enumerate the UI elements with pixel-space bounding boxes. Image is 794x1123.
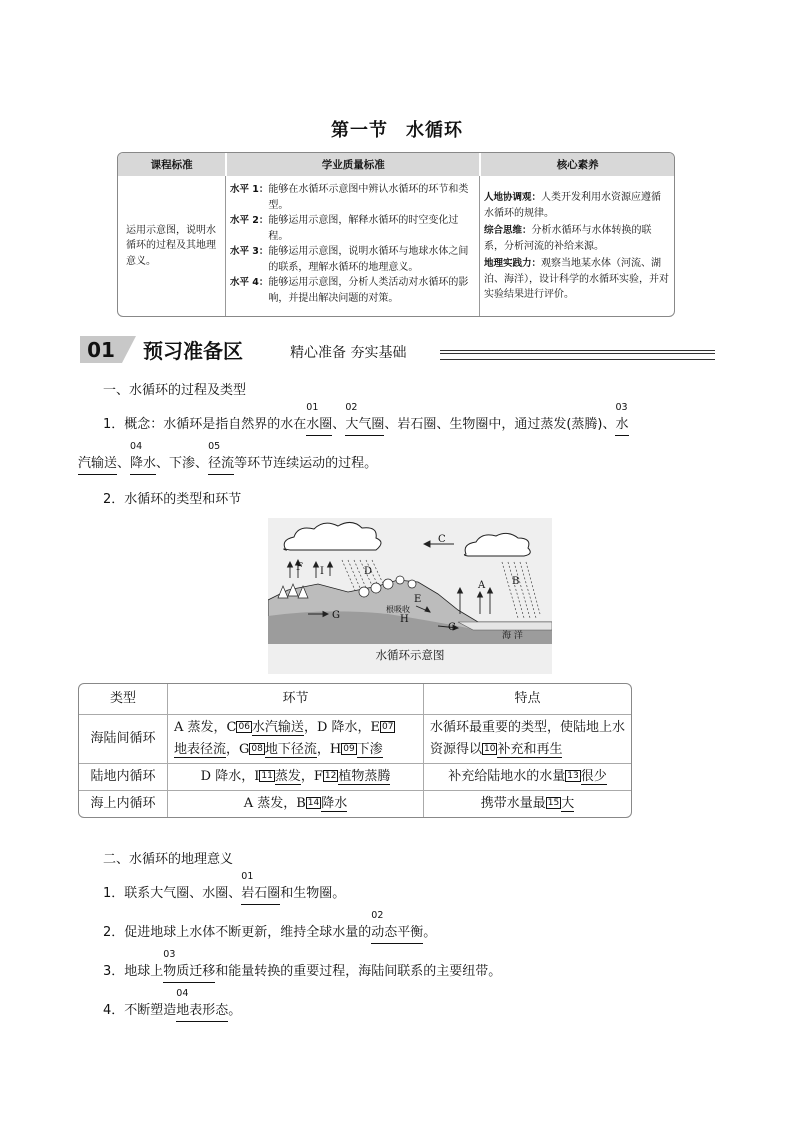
- quality-level: 水平 4： 能够运用示意图，分析人类活动对水循环的影响，并提出解决问题的对策。: [230, 277, 469, 304]
- course-standard-cell: 运用示意图，说明水循环的过程及其地理意义。: [118, 176, 226, 316]
- section-banner: [80, 333, 640, 365]
- label-f: F: [296, 562, 303, 573]
- header-course-standard: 课程标准: [118, 153, 227, 176]
- label-g2: G: [448, 622, 456, 633]
- part2-item4: 4．不断塑造 04 地表形态。: [103, 1001, 241, 1022]
- core-item: 综合思维：分析水循环与水体转换的联系，分析河流的补给来源。: [484, 225, 652, 252]
- cycle-feature: 补充给陆地水的水量 13 很少: [424, 764, 632, 791]
- section-title: 预习准备区: [143, 339, 243, 363]
- part1-item1-line2: 汽输送、 04 降水、下渗、 05 径流等环节连续运动的过程。: [78, 454, 377, 475]
- core-item: 人地协调观：人类开发利用水资源应遵循水循环的规律。: [484, 192, 662, 219]
- part1-item1-line1: 1．概念：水循环是指自然界的水在 01 水圈、 02 大气圈、岩石圈、生物圈中，通过蒸发(蒸腾)、 03 水: [103, 415, 723, 436]
- diagram-caption: 水循环示意图: [375, 648, 445, 662]
- table-header: 类型: [79, 684, 168, 715]
- label-g: G: [332, 610, 340, 621]
- quality-level: 水平 1： 能够在水循环示意图中辨认水循环的环节和类型。: [230, 184, 469, 211]
- table-header: 特点: [424, 684, 632, 715]
- cycle-table: [78, 683, 632, 818]
- core-literacy-cell: [480, 176, 674, 316]
- cycle-stages: A 蒸发，B 14 降水: [168, 791, 424, 818]
- label-i: I: [320, 566, 324, 577]
- cycle-type: 海陆间循环: [79, 715, 168, 764]
- label-b: B: [512, 576, 520, 587]
- label-a: A: [478, 580, 486, 591]
- part1-heading: 一、水循环的过程及类型: [103, 383, 247, 398]
- label-d: D: [364, 566, 373, 577]
- cycle-feature: 水循环最重要的类型，使陆地上水资源得以 10 补充和再生: [424, 715, 632, 764]
- label-sea: 海 洋: [502, 631, 523, 641]
- quality-levels-cell: [226, 176, 480, 316]
- cycle-stages: A 蒸发，C 06 水汽输送，D 降水，E 07 地表径流，G 08 地下径流，H 09 下渗: [168, 715, 424, 764]
- standards-table: [117, 152, 675, 317]
- quality-level: 水平 3： 能够运用示意图，说明水循环与地球水体之间的联系，理解水循环的地理意义。: [230, 246, 469, 273]
- table-row: [79, 715, 631, 764]
- section-subtitle: 精心准备 夯实基础: [290, 345, 407, 361]
- label-c: C: [438, 534, 446, 545]
- table-header: 环节: [168, 684, 424, 715]
- cycle-type: 海上内循环: [79, 791, 168, 818]
- part2-item2: 2．促进地球上水体不断更新，维持全球水量的 02 动态平衡。: [103, 923, 436, 944]
- header-quality-standard: 学业质量标准: [227, 153, 481, 176]
- table-header-row: [79, 684, 631, 715]
- quality-level: 水平 2： 能够运用示意图，解释水循环的时空变化过程。: [230, 215, 459, 242]
- core-item: 地理实践力：观察当地某水体（河流、湖泊、海洋），设计科学的水循环实验，并对实验结果进行评价。: [484, 258, 669, 300]
- part1-item2: 2．水循环的类型和环节: [103, 492, 242, 507]
- part2-heading: 二、水循环的地理意义: [103, 852, 234, 867]
- page-title: 第一节 水循环: [331, 120, 463, 141]
- label-e: E: [414, 594, 422, 605]
- table-row: [79, 764, 631, 791]
- banner-rule: [440, 350, 715, 360]
- part2-item3: 3．地球上 03 物质迁移和能量转换的重要过程，海陆间联系的主要纽带。: [103, 962, 501, 983]
- section-number: 01: [80, 336, 122, 363]
- header-core-literacy: 核心素养: [556, 159, 599, 171]
- label-root: 根吸收: [386, 605, 410, 614]
- part2-item1: 1．联系大气圈、水圈、 01 岩石圈和生物圈。: [103, 884, 345, 905]
- cycle-stages: D 降水，I 11 蒸发，F 12 植物蒸腾: [168, 764, 424, 791]
- table-row: [79, 791, 631, 818]
- label-h: H: [400, 614, 409, 625]
- cycle-feature: 携带水量最 15 大: [424, 791, 632, 818]
- cycle-type: 陆地内循环: [79, 764, 168, 791]
